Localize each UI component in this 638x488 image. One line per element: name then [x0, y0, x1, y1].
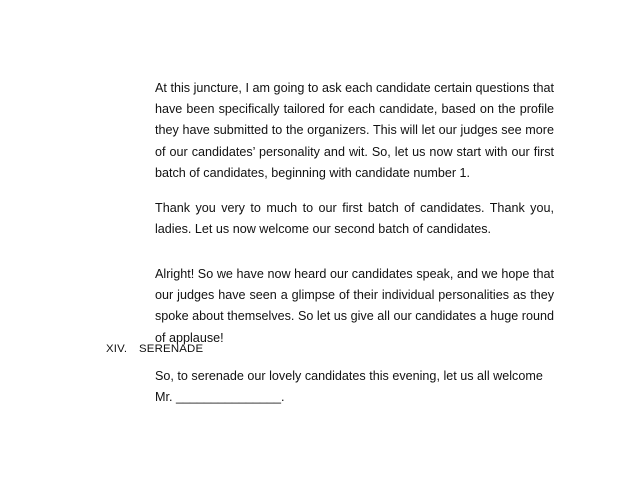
paragraph-first-batch-questions: At this juncture, I am going to ask each candidate certain questions that have been specifically tailored for each candidate, based on the profile they have submitted to the organizers. This will let our judges see more of our candidates’ personality and wit. So, let us now start with our first batch of candidates, beginning with candidate number 1. — [155, 81, 554, 180]
section-title: SERENADE — [139, 343, 204, 355]
paragraph-thank-first-batch: Thank you very to much to our first batch of candidates. Thank you, ladies. Let us now welcome our second batch of candidates. — [155, 201, 554, 237]
paragraph-serenade-welcome: So, to serenade our lovely candidates this evening, let us all welcome Mr. _______________. — [155, 369, 543, 405]
section-number: XIV. — [106, 343, 128, 355]
section-heading — [106, 343, 203, 355]
paragraph-applause: Alright! So we have now heard our candidates speak, and we hope that our judges have seen a glimpse of their individual personalities as they spoke about themselves. So let us give all our candidates a huge round of applause! — [155, 267, 554, 345]
